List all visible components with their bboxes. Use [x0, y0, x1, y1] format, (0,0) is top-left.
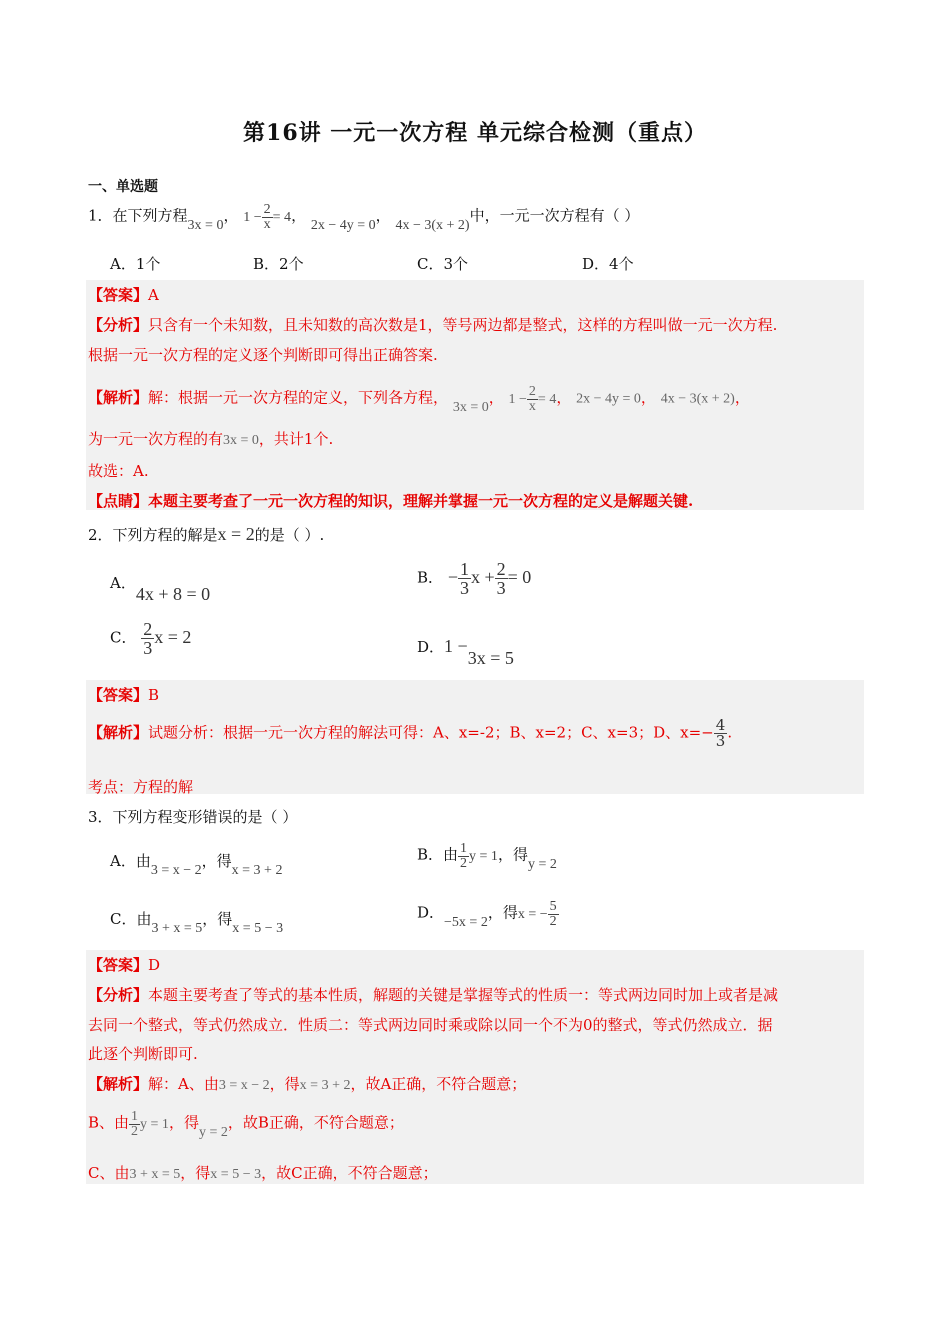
q3-analysis-cont-1: 去同一个整式，等式仍然成立．性质二：等式两边同时乘或除以同一个不为0的整式，等式仍然成立．据: [88, 1016, 773, 1034]
q3-solution-c: C、由3 + x = 5，得x = 5 − 3，故C正确，不符合题意；: [88, 1164, 438, 1182]
q2-solution: 【解析】试题分析：根据一元一次方程的解法可得：A、x=-2；B、x=2；C、x=3；D、x=− $\frac{4}{3}$ .: [88, 716, 733, 750]
q1-solution-choice: 故选：A.: [88, 462, 149, 480]
q1-option-a[interactable]: A．1个: [110, 255, 161, 273]
q1-solution-cont: 为一元一次方程的有3x = 0，共计1个.: [88, 430, 334, 448]
q3-analysis-cont-2: 此逐个判断即可.: [88, 1045, 198, 1063]
q2-option-b[interactable]: B． − $\frac{1}{3}$ x + $\frac{2}{3}$ = 0: [417, 559, 532, 598]
q1-analysis-cont: 根据一元一次方程的定义逐个判断即可得出正确答案.: [88, 346, 438, 364]
q3-solution-a: 【解析】解：A、由3 = x − 2，得x = 3 + 2，故A正确，不符合题意；: [88, 1075, 527, 1093]
q3-option-a[interactable]: A．由3 = x − 2，得x = 3 + 2: [110, 852, 283, 878]
q1-option-d[interactable]: D．4个: [582, 255, 634, 273]
q3-option-d[interactable]: D．−5x = 2，得x = − $\frac{5}{2}$: [417, 899, 557, 930]
q3-option-b[interactable]: B．由 $\frac{1}{2}$ y = 1，得y = 2: [417, 841, 557, 872]
q3-analysis: 【分析】本题主要考查了等式的基本性质，解题的关键是掌握等式的性质一：等式两边同时加上或者是减: [88, 986, 779, 1004]
q2-point: 考点：方程的解: [88, 778, 194, 796]
q1-answer: 【答案】A: [88, 286, 159, 304]
q2-answer: 【答案】B: [88, 686, 160, 704]
question-2-stem: 2．下列方程的解是x = 2的是（ ）.: [88, 524, 325, 544]
q1-comment: 【点睛】本题主要考查了一元一次方程的知识，理解并掌握一元一次方程的定义是解题关键.: [88, 492, 694, 510]
q1-option-c[interactable]: C．3个: [417, 255, 469, 273]
q1-option-b[interactable]: B．2个: [253, 255, 304, 273]
equation: 3x = 0: [187, 217, 224, 233]
q3-answer: 【答案】D: [88, 956, 161, 974]
q1-solution: 【解析】解：根据一元一次方程的定义，下列各方程， 3x = 0， 1 − $\frac{2}{x}$ = 4， 2x − 4y = 0， 4x − 3(x + 2)，: [88, 384, 750, 415]
q3-option-c[interactable]: C．由3 + x = 5，得x = 5 − 3: [110, 910, 284, 936]
page-title: 第16讲 一元一次方程 单元综合检测（重点）: [243, 120, 707, 146]
q2-option-d[interactable]: D．1 −3x = 5: [417, 636, 514, 668]
q1-analysis: 【分析】只含有一个未知数，且未知数的高次数是1，等号两边都是整式，这样的方程叫做一元一次方程.: [88, 316, 778, 334]
q2-option-a[interactable]: A．4x + 8 = 0: [110, 574, 211, 604]
q3-solution-b: B、由 $\frac{1}{2}$ y = 1，得y = 2，故B正确，不符合题意；: [88, 1109, 404, 1140]
question-3-stem: 3．下列方程变形错误的是（ ）: [88, 808, 298, 826]
question-1-stem: 1．在下列方程3x = 0， 1 − $\frac{2}{x}$ = 4， 2x − 4y = 0， 4x − 3(x + 2)中，一元一次方程有（ ）: [88, 202, 640, 233]
section-heading: 一、单选题: [88, 179, 158, 195]
q2-option-c[interactable]: C． $\frac{2}{3}$ x = 2: [110, 619, 192, 658]
